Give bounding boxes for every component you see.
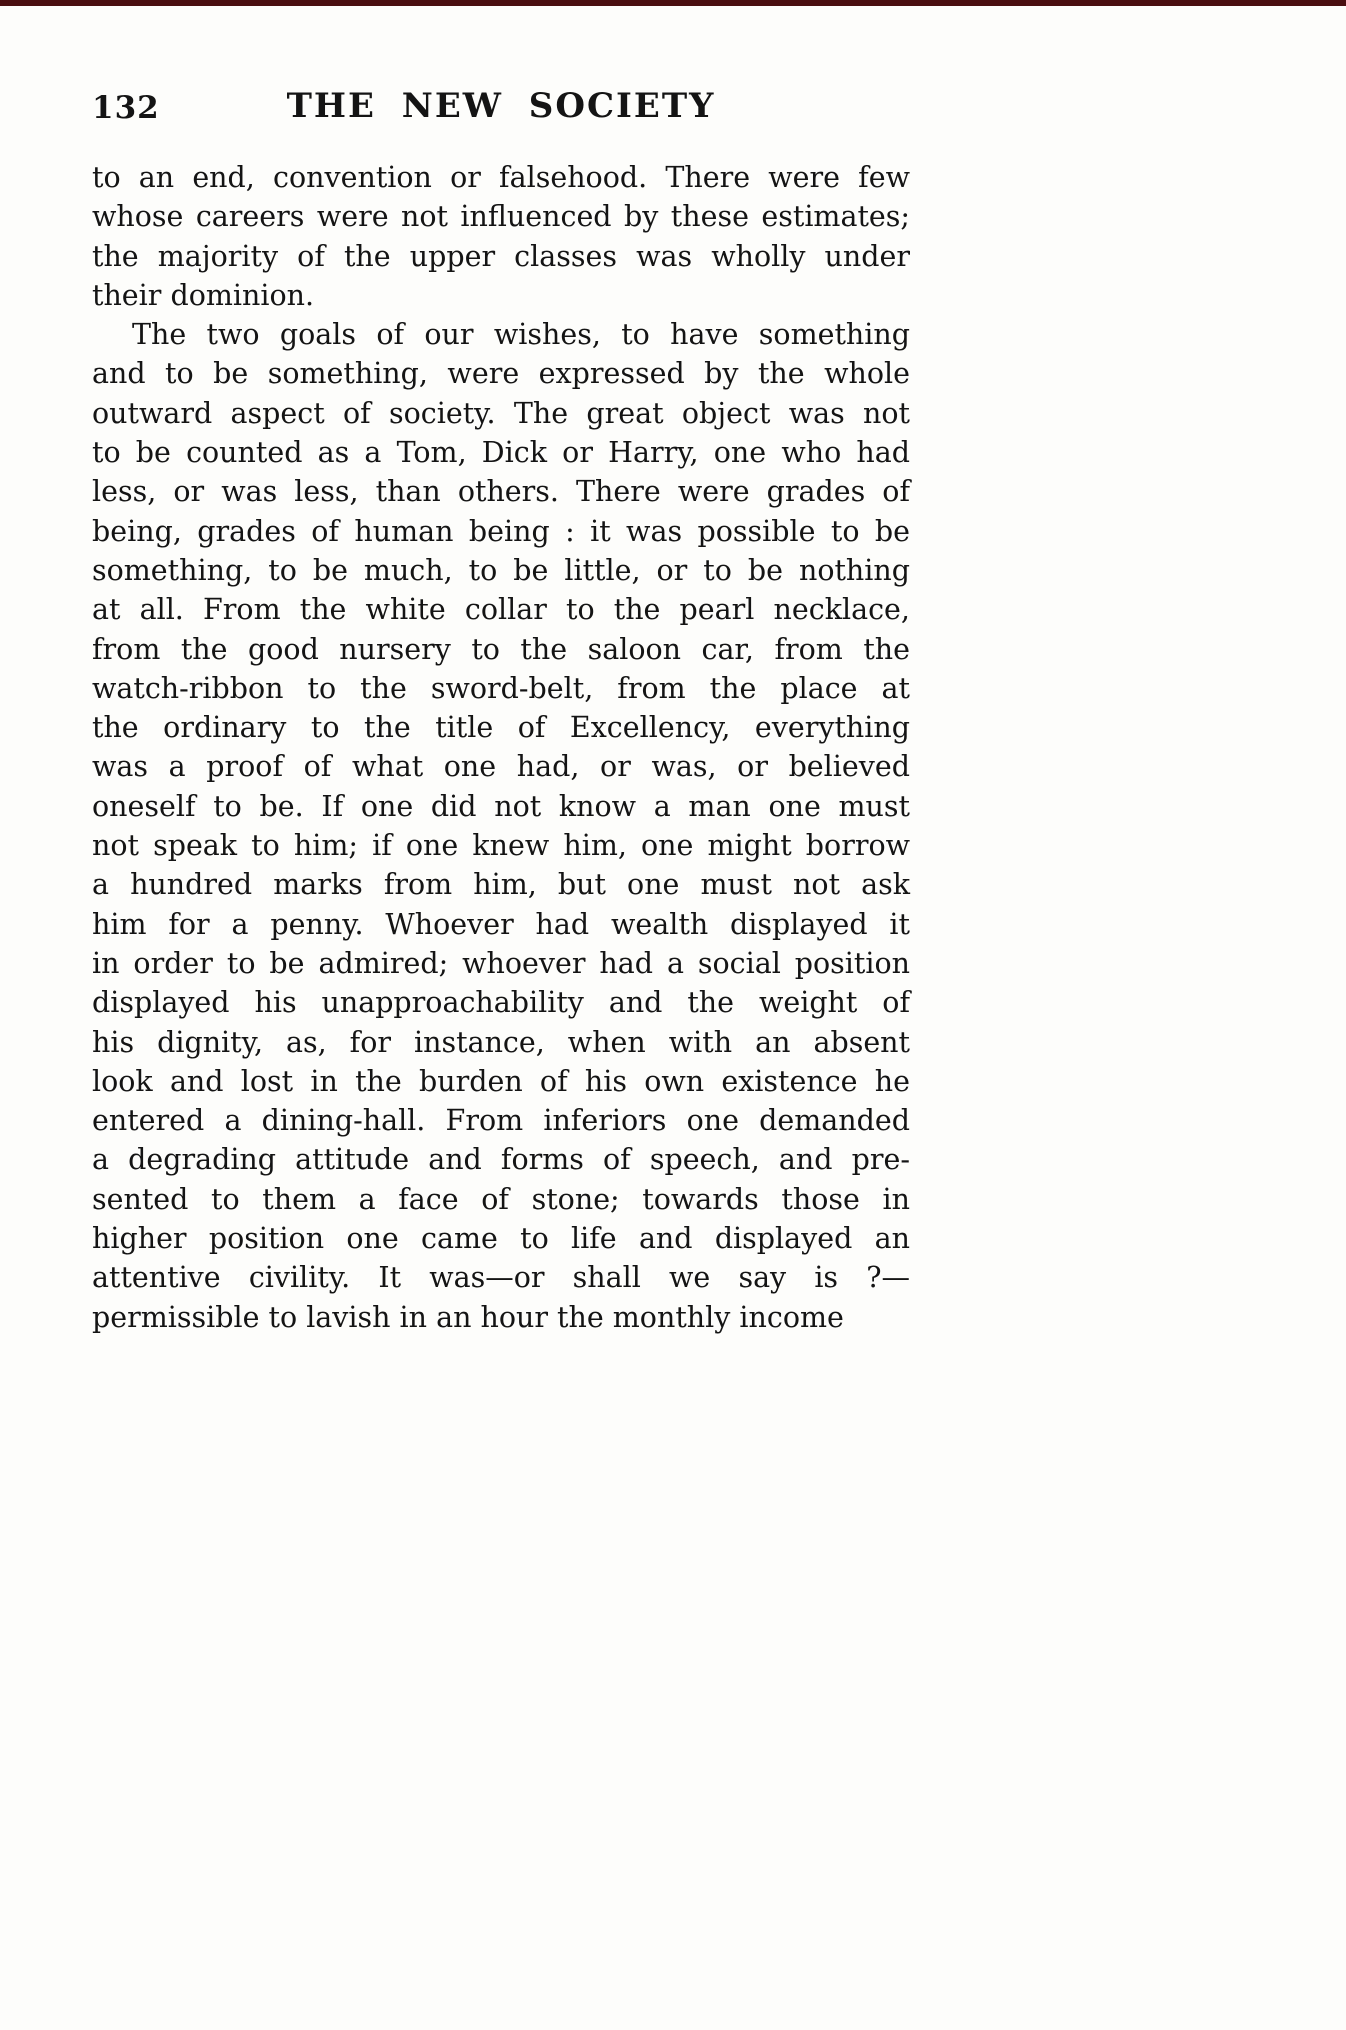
paragraph [92,158,910,315]
text-line: attentive civility. It was—or shall we say is ?— [92,1261,910,1295]
text-line: being, grades of human being : it was possible to be [92,514,910,548]
text-line: in order to be admired; whoever had a social position [92,946,910,980]
text-line: something, to be much, to be little, or to be nothing [92,553,910,587]
text-line: outward aspect of society. The great object was not [92,396,910,430]
text-line: displayed his unapproachability and the weight of [92,986,910,1020]
page-content [92,86,910,1337]
text-line: a hundred marks from him, but one must not ask [92,868,910,902]
text-line: entered a dining-hall. From inferiors one demanded [92,1104,910,1138]
text-line: and to be something, were expressed by the whole [92,357,910,391]
text-line: less, or was less, than others. There were grades of [92,475,910,509]
text-line: was a proof of what one had, or was, or believed [92,750,910,784]
text-line: oneself to be. If one did not know a man one must [92,789,910,823]
text-line: permissible to lavish in an hour the monthly income [92,1300,844,1334]
text-line: him for a penny. Whoever had wealth displayed it [92,907,910,941]
text-line: sented to them a face of stone; towards those in [92,1182,910,1216]
text-line: at all. From the white collar to the pearl necklace, [92,593,910,627]
text-line: from the good nursery to the saloon car, from the [92,632,910,666]
paragraph [92,315,910,1337]
text-line: the majority of the upper classes was wholly under [92,239,910,273]
running-head: THE NEW SOCIETY [286,86,716,126]
text-line: a degrading attitude and forms of speech, and pre- [92,1143,910,1177]
text-line: their dominion. [92,278,315,312]
text-line: his dignity, as, for instance, when with an absent [92,1025,910,1059]
page-header [92,86,910,138]
text-line: watch-ribbon to the sword-belt, from the place at [92,671,910,705]
text-line: whose careers were not influenced by these estimates; [92,200,910,234]
text-line: to an end, convention or falsehood. There were few [92,161,910,194]
text-line: The two goals of our wishes, to have something [132,318,910,352]
body-text [92,158,910,1337]
scan-edge-artifact [0,0,1346,6]
page-number: 132 [92,90,160,126]
text-line: higher position one came to life and displayed an [92,1222,910,1256]
text-line: to be counted as a Tom, Dick or Harry, one who had [92,436,910,470]
text-line: look and lost in the burden of his own existence he [92,1064,910,1098]
text-line: not speak to him; if one knew him, one might borrow [92,829,910,863]
text-line: the ordinary to the title of Excellency, everything [92,711,910,745]
